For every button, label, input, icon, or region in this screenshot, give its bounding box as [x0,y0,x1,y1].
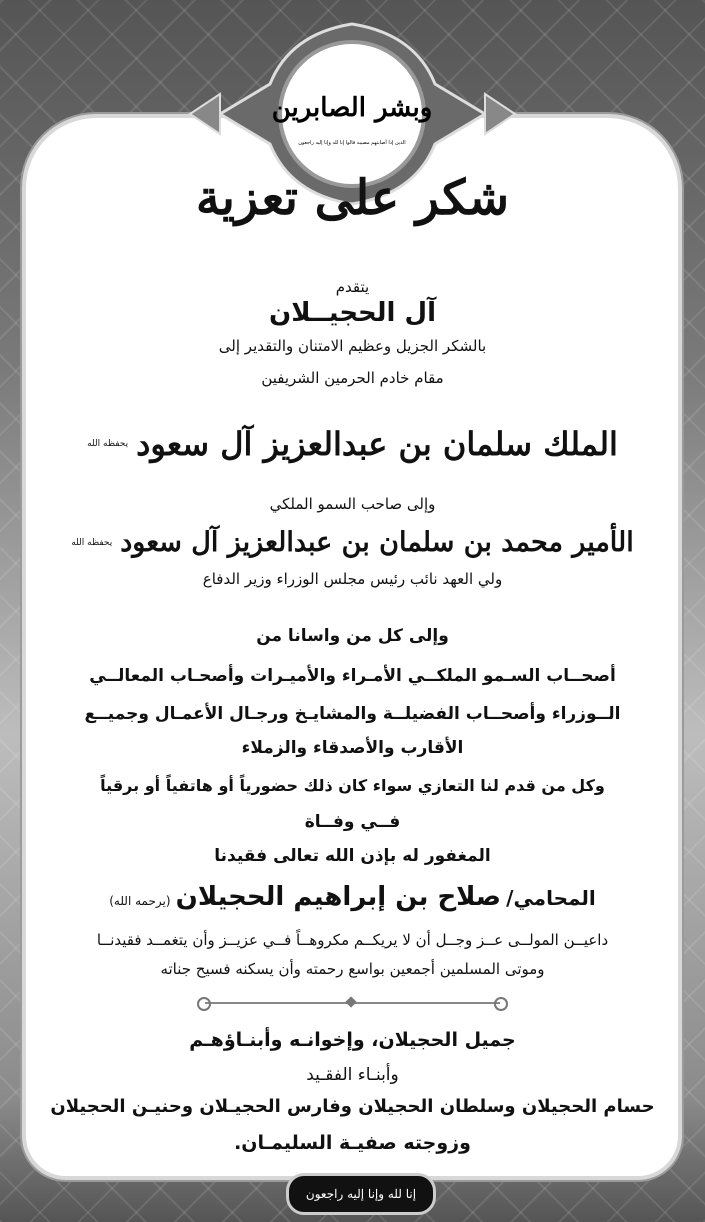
king-name [36,425,669,463]
prayer-line-1: داعيــن المولــى عــز وجــل أن لا يريكــم مكروهــاً فــي عزيــز وأن يتغمــد فقيدنــا [96,931,609,949]
death-text: فــي وفــاة [304,812,401,832]
deceased-line [36,882,669,912]
prince-name-text: الأمير محمد بن سلمان بن عبدالعزيز آل سعود [120,527,634,558]
thanks-text: بالشكر الجزيل وعظيم الامتنان والتقدير إلى [218,337,487,355]
king-name-text: الملك سلمان بن عبدالعزيز آل سعود [136,425,618,463]
signers-line-1: جميل الحجيلان، وإخوانـه وأبنـاؤهـم [189,1029,516,1051]
all-who-text: وإلى كل من واسانا من [256,626,449,646]
office-text: مقام خادم الحرمين الشريفين [261,369,444,387]
presents-text: يتقدم [335,278,370,296]
prayer-line-2: وموتى المسلمين أجمعين بواسع رحمته وأن يسكنه فسيح جناته [160,960,545,978]
king-honor: يحفظه الله [87,439,129,449]
family-name: آل الحجيــلان [269,298,436,328]
signers-line-4: وزوجته صفيـة السليمـان. [234,1132,471,1154]
deceased-prefix: المحامي/ [506,886,596,910]
prince-name [36,527,669,558]
condolences-text: وكل من قدم لنا التعازي سواء كان ذلك حضورياً أو هاتفياً أو برقياً [100,776,605,795]
prince-honor: يحفظه الله [71,537,113,548]
prince-title: ولي العهد نائب رئيس مجلس الوزراء وزير الدفاع [202,570,503,588]
deceased-name: صلاح بن إبراهيم الحجيلان [175,882,502,912]
list-line-1: أصحــاب السـمو الملكــي الأمـراء والأميـرات وأصحـاب المعالــي [89,666,616,686]
late-text: المغفور له بإذن الله تعالى فقيدنا [214,846,491,866]
page-title: شكر على تعزية [195,170,510,226]
ornamental-divider [205,1002,500,1004]
footer-badge: إنا لله وإنا إليه راجعون [286,1173,436,1215]
list-line-3: الأقارب والأصدقاء والزملاء [241,738,464,758]
deceased-honor: (يرحمه الله) [109,894,171,908]
highness-text: وإلى صاحب السمو الملكي [269,495,436,513]
condolence-panel [26,118,678,1176]
ornament-verse: الذين إذا أصابتهم مصيبة قالوا إنا لله وإنا إليه راجعون [298,140,406,146]
ornament-text: وبشر الصابرين [271,93,433,123]
signers-line-3: حسام الحجيلان وسلطان الحجيلان وفارس الحجيـلان وحنيـن الحجيلان [50,1096,655,1117]
signers-line-2: وأبنـاء الفقـيد [306,1065,399,1085]
list-line-2: الــوزراء وأصحــاب الفضيلــة والمشايـخ ورجـال الأعمـال وجميــع [84,704,621,724]
